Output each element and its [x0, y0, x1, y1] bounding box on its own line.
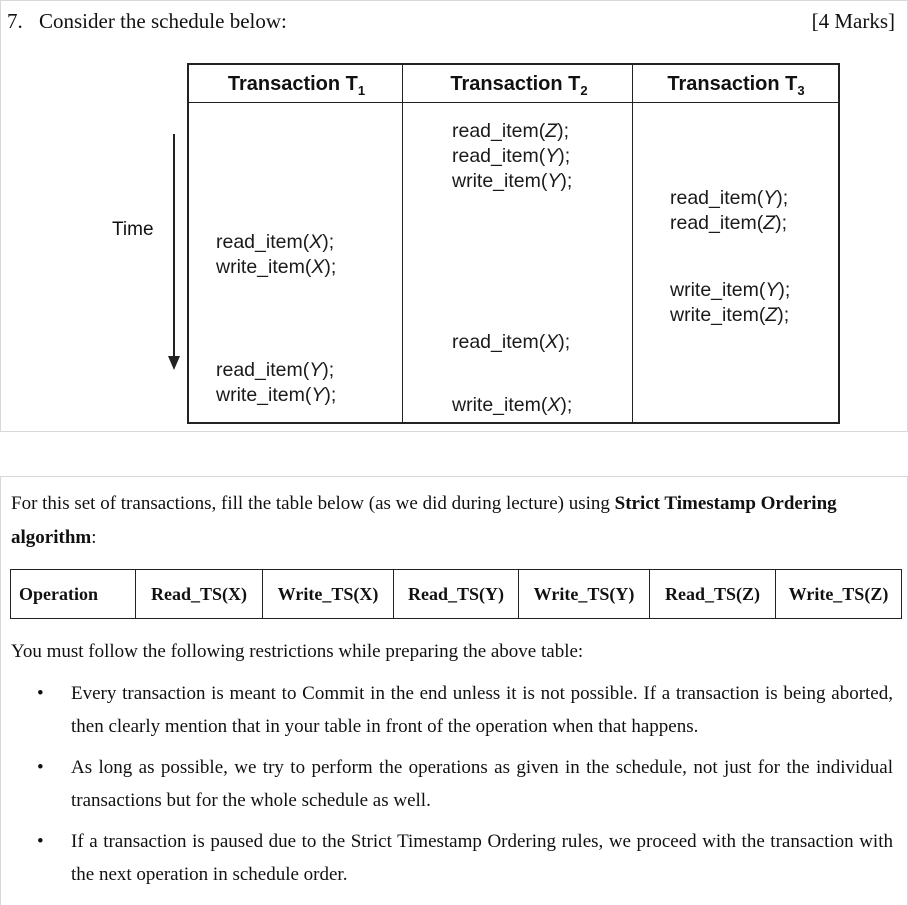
algorithm-name: Strict Timestamp Ordering algorithm [11, 493, 837, 548]
table-header-cell: Read_TS(Y) [394, 570, 519, 619]
bullet-icon: • [37, 757, 44, 778]
question-number: 7. [7, 9, 23, 33]
question-marks: [4 Marks] [811, 9, 895, 33]
instructions-panel [0, 476, 908, 905]
op-t1-write-y: write_item(Y); [216, 384, 337, 406]
list-item: • Every transaction is meant to Commit in the end unless it is not possible. If a transaction is being aborted, then clearly mention that in your table in front of the operation when that happens. [33, 677, 893, 743]
bullet-icon: • [37, 831, 44, 852]
restrictions-intro: You must follow the following restrictions while preparing the above table: [11, 641, 584, 662]
header-transaction-t3: Transaction $T_3$ [634, 65, 838, 103]
time-axis-line [173, 134, 175, 359]
header-transaction-t1: Transaction $T_1$ [189, 65, 404, 103]
op-t3-read-z: read_item(Z); [670, 212, 788, 234]
op-t1-read-x: read_item(X); [216, 231, 335, 253]
op-t3-write-z: write_item(Z); [670, 304, 790, 326]
op-t2-read-z: read_item(Z); [452, 120, 570, 142]
op-t2-read-x: read_item(X); [452, 331, 571, 353]
table-header-cell: Write_TS(Y) [519, 570, 650, 619]
list-item: • As long as possible, we try to perform the operations as given in the schedule, not just for the individual transactions but for the whole schedule as well. [33, 751, 893, 817]
op-t1-read-y: read_item(Y); [216, 359, 335, 381]
op-t2-read-y: read_item(Y); [452, 145, 571, 167]
table-header-cell: Write_TS(X) [263, 570, 394, 619]
list-item: • If a transaction is paused due to the Strict Timestamp Ordering rules, we proceed with the transaction with the next operation in schedule order. [33, 825, 893, 891]
header-transaction-t2: Transaction $T_2$ [404, 65, 634, 103]
op-t2-write-x: write_item(X); [452, 394, 573, 416]
question-text: Consider the schedule below: [39, 9, 287, 33]
table-header-cell: Read_TS(X) [136, 570, 263, 619]
op-t2-write-y: write_item(Y); [452, 170, 573, 192]
schedule-table [187, 63, 840, 424]
question-panel [0, 0, 908, 432]
timestamp-table [10, 569, 902, 619]
op-t3-write-y: write_item(Y); [670, 279, 791, 301]
time-arrow-icon [168, 356, 180, 370]
time-axis-label: Time [112, 219, 154, 240]
op-t3-read-y: read_item(Y); [670, 187, 789, 209]
op-t1-write-x: write_item(X); [216, 256, 337, 278]
table-header-cell: Write_TS(Z) [776, 570, 902, 619]
rules-list [33, 677, 893, 899]
table-header-cell: Operation [11, 570, 136, 619]
instructions-intro: For this set of transactions, fill the table below (as we did during lecture) using Strict Timestamp Ordering algorithm: [11, 493, 837, 548]
table-header-row [11, 570, 902, 619]
column-divider [632, 65, 633, 422]
column-divider [402, 65, 403, 422]
bullet-icon: • [37, 683, 44, 704]
table-header-cell: Read_TS(Z) [650, 570, 776, 619]
